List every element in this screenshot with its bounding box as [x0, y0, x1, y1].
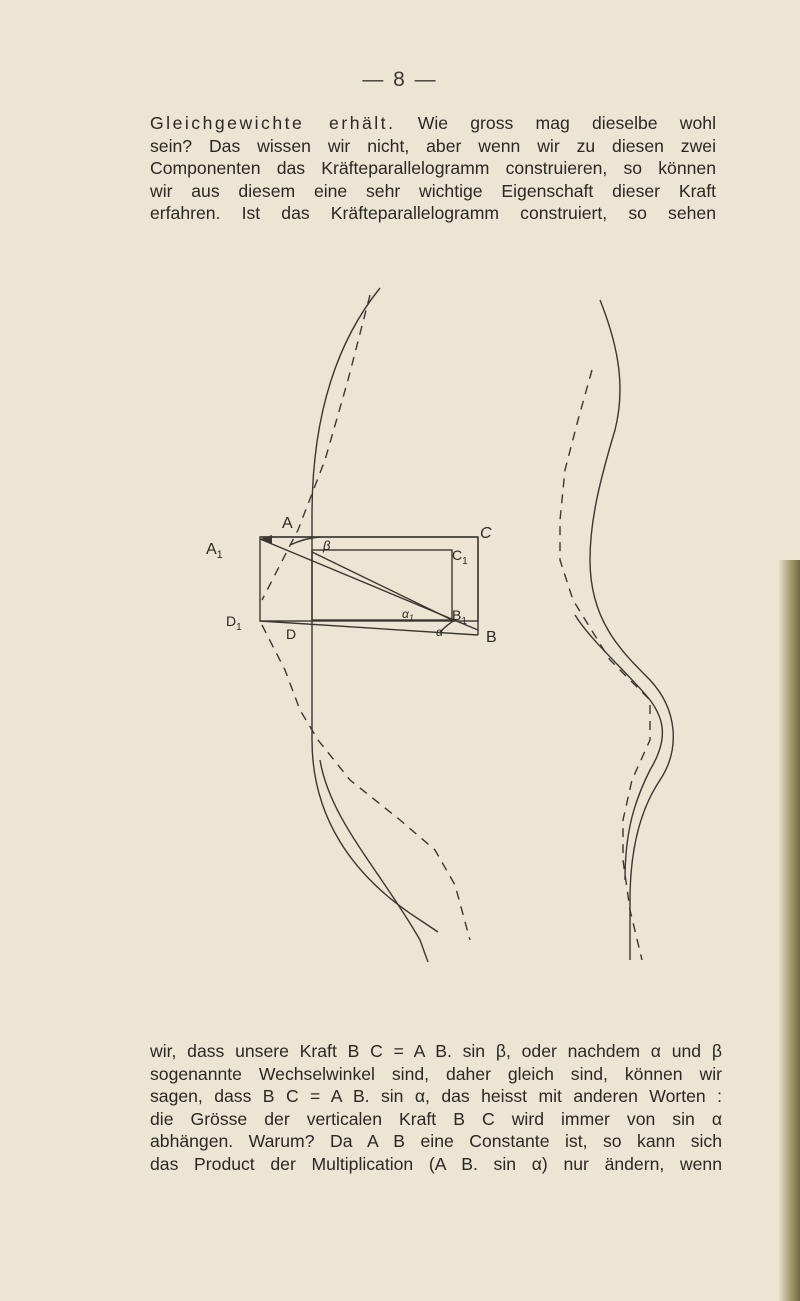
bottom-line-4: die Grösse der verticalen Kraft B C wird immer von sin α	[150, 1108, 722, 1129]
top-line-1	[150, 112, 716, 135]
left-dashed-lower	[262, 625, 470, 940]
right-curve-solid	[590, 300, 673, 960]
label-d1: $D_1$	[226, 613, 242, 633]
label-c1: $C_1$	[452, 547, 468, 567]
label-alpha: α	[436, 625, 443, 639]
beta-arc	[290, 537, 320, 545]
bottom-line-1: wir, dass unsere Kraft B C = A B. sin β, oder nachdem α und β	[150, 1041, 722, 1061]
top-line-3: Componenten das Kräfteparallelogramm construieren, so können	[150, 158, 716, 179]
label-b1: $B_1$	[452, 607, 467, 627]
top-paragraph	[150, 112, 716, 225]
right-dashed	[560, 370, 650, 960]
label-c: C	[480, 525, 492, 542]
bottom-line-3: sagen, dass B C = A B. sin α, das heisst mit anderen Worten :	[150, 1086, 722, 1107]
label-a1: $A_1$	[206, 541, 223, 561]
diagonal-inner	[312, 552, 452, 620]
force-parallelogram-figure	[180, 260, 720, 1000]
left-curve-solid	[312, 288, 438, 932]
label-b: B	[486, 629, 497, 646]
top-line-5: erfahren. Ist das Kräfteparallelogramm construiert, so sehen	[150, 203, 716, 224]
label-a: A	[282, 515, 293, 532]
page-number: — 8 —	[362, 68, 438, 91]
top-line-1-rest: Wie gross mag dieselbe wohl	[395, 113, 716, 133]
label-alpha1: $\alpha_1$	[402, 607, 414, 623]
bottom-line-5: abhängen. Warum? Da A B eine Constante ist, so kann sich	[150, 1131, 722, 1152]
right-curve-inner	[575, 615, 662, 880]
top-line-2: sein? Das wissen wir nicht, aber wenn wir zu diesen zwei	[150, 135, 716, 156]
page-edge-shadow	[778, 560, 800, 1301]
label-beta: β	[323, 538, 331, 553]
label-d: D	[286, 626, 297, 642]
spaced-phrase: Gleichgewichte erhält.	[150, 113, 396, 133]
top-line-4: wir aus diesem eine sehr wichtige Eigenschaft dieser Kraft	[150, 180, 716, 201]
bottom-paragraph	[150, 1040, 722, 1176]
bottom-line-6: das Product der Multiplication (A B. sin α) nur ändern, wenn	[150, 1153, 722, 1174]
bottom-line-2: sogenannte Wechselwinkel sind, daher gleich sind, können wir	[150, 1063, 722, 1084]
left-curve-outer	[320, 760, 428, 962]
